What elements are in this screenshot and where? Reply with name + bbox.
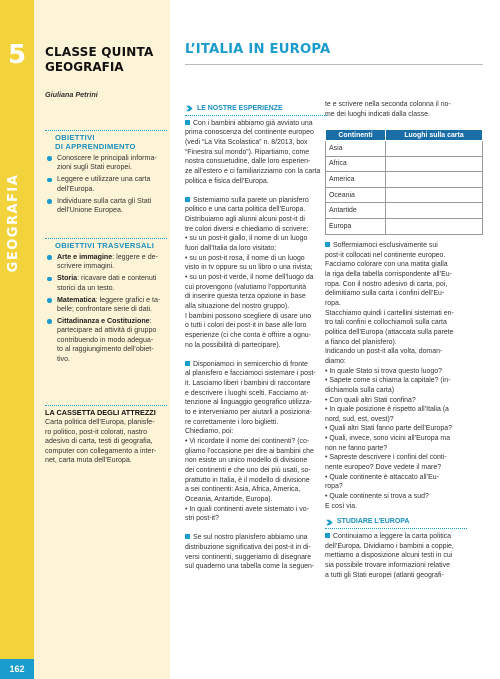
transversal-list: [45, 253, 169, 366]
text-line: no la possibilità di partecipare).: [185, 341, 281, 349]
section-header: STUDIARE L’EUROPA: [325, 517, 467, 529]
text-line: la riga della tabella corrispondente all’Eu-: [325, 270, 452, 278]
square-bullet-icon: [325, 533, 330, 538]
chapter-strip: [0, 0, 34, 679]
text-line: me dei luoghi indicati dalla classe.: [325, 110, 430, 118]
text-line: • Con quali altri Stati confina?: [325, 396, 416, 404]
table-header: Luoghi sulla carta: [386, 130, 483, 141]
text-line: te e scrivere nella seconda colonna il no-: [325, 101, 451, 108]
text-line: Soffermiamoci esclusivamente sui: [325, 241, 467, 251]
text-column-2: [325, 241, 467, 580]
chapter-number: 5: [7, 40, 27, 70]
arrow-right-icon: [325, 518, 334, 527]
text-line: e descrivere i luoghi scelti. Facciamo at-: [185, 389, 309, 397]
sidebar-heading: [45, 45, 167, 74]
class-line: CLASSE QUINTA: [45, 45, 154, 59]
empty-cell: [386, 172, 483, 188]
table-header: Continenti: [326, 130, 386, 141]
bullet-icon: [47, 277, 52, 282]
continent-cell: Africa: [326, 156, 386, 172]
text-line: • su un post-it giallo, il nome di un luogo: [185, 235, 308, 243]
list-item: Leggere e utilizzare una carta dell’Europa.: [45, 175, 169, 194]
text-line: • Quali, invece, sono vicini all’Europa ma: [325, 435, 451, 443]
text-line: Indicando un post-it alla volta, doman-: [325, 348, 443, 356]
square-bullet-icon: [185, 120, 190, 125]
empty-cell: [386, 203, 483, 219]
text-line: • In quale Stato si trova questo luogo?: [325, 367, 442, 375]
text-line: tenzione al linguaggio geografico utilizza-: [185, 399, 312, 407]
empty-cell: [386, 141, 483, 157]
text-line: prima conoscenza del continente europeo: [185, 129, 314, 137]
page-title: L’ITALIA IN EUROPA: [185, 42, 331, 57]
text-line: tro tali confini e collochiamoli sulla carta: [325, 319, 447, 327]
text-line: Continuiamo a leggere la carta politica: [325, 532, 467, 542]
text-line: fuori dall’Italia da loro visitato;: [185, 245, 277, 253]
title-divider: [185, 64, 483, 65]
table-row: [326, 218, 483, 234]
continent-cell: Europa: [326, 218, 386, 234]
paragraph: [185, 360, 327, 524]
text-line: nostra consuetudine, dalle loro esperien-: [185, 158, 311, 166]
page-number-box: [0, 659, 34, 679]
text-line: cui provengono (valutiamo l’opportunità: [185, 283, 307, 291]
text-line: nord, sud, est, ovest)?: [325, 415, 394, 423]
paragraph: [325, 241, 467, 511]
paragraph: [185, 119, 327, 187]
text-line: “Finestra sul mondo”). Ripartiamo, come: [185, 148, 310, 156]
continents-table: [325, 129, 483, 235]
text-line: ze all’estero e ci familiarizziamo con la carta: [185, 167, 321, 175]
table-row: [326, 203, 483, 219]
empty-cell: [386, 218, 483, 234]
text-line: mettiamo a disposizione alcuni testi in cui: [325, 552, 453, 560]
list-item: Conoscere le principali informa- zioni sugli Stati europei.: [45, 154, 169, 173]
text-line: ropa?: [325, 483, 343, 491]
text-line: Facciamo colorare con una matita gialla: [325, 261, 448, 269]
list-item: Cittadinanza e Costituzione: partecipare ad attività di gruppo contribuendo in modo adegua- to al raggiungimento dell’obiet- tivo.: [45, 317, 169, 364]
text-column-1: [185, 104, 327, 572]
objectives-title: OBIETTIVI DI APPRENDIMENTO: [45, 130, 167, 151]
text-line: • Sapreste descrivere i confini del conti-: [325, 454, 447, 462]
paragraph: [325, 100, 467, 119]
text-line: dei continenti e che uno dei più usati, so-: [185, 466, 311, 474]
text-line: tre colori diversi e chiediamo di scrivere:: [185, 225, 309, 233]
table-row: [326, 156, 483, 172]
square-bullet-icon: [325, 242, 330, 247]
list-item: Storia: ricavare dati e contenuti storici da un testo.: [45, 274, 169, 293]
text-line: ropa. Con il nostro adesivo di carta, poi,: [325, 280, 448, 288]
text-line: o tutti i colori dei post-it in base alle loro: [185, 322, 307, 330]
strip-subject-label: GEOGRAFIA: [6, 173, 21, 273]
text-line: dichiamola sulla carta): [325, 386, 395, 394]
text-line: gliamo l’occasione per dire ai bambini che: [185, 447, 314, 455]
text-line: it. Lasciamo liberi i bambini di raccontare: [185, 380, 311, 388]
text-line: (vedi “La Vita Scolastica” n. 8/2013, box: [185, 138, 308, 146]
text-line: • Quali altri Stati fanno parte dell’Europa?: [325, 425, 452, 433]
text-line: sia possibile trovare informazioni relative: [325, 562, 450, 569]
text-line: versi continenti, suggeriamo di disegnare: [185, 553, 312, 561]
text-line: I bambini possono scegliere di usare uno: [185, 312, 312, 320]
paragraph: [185, 533, 327, 572]
text-line: alla situazione del nostro gruppo).: [185, 302, 290, 310]
text-line: • Quale continente è attaccato all’Eu-: [325, 473, 439, 481]
text-line: Con i bambini abbiamo già avviato una: [185, 119, 327, 129]
square-bullet-icon: [185, 361, 190, 366]
list-item: Individuare sulla carta gli Stati dell’Unione Europea.: [45, 197, 169, 216]
author-name: Giuliana Petrini: [45, 90, 98, 99]
text-line: diamo:: [325, 357, 346, 365]
text-line: dell’Europa. Dividiamo i bambini a coppie,: [325, 542, 454, 550]
text-line: ropa.: [325, 299, 341, 307]
list-item: Arte e immagine: leggere e de- scrivere immagini.: [45, 253, 169, 272]
text-line: politico e una carta politica dell’Europa.: [185, 206, 306, 214]
text-line: nente europeo? Dove vedete il mare?: [325, 464, 442, 472]
text-line: Oceania, Antartide, Europa).: [185, 495, 273, 503]
text-line: di inserire questa terza opzione in base: [185, 293, 306, 301]
continent-cell: Oceania: [326, 187, 386, 203]
text-line: • Sapete come si chiama la capitale? (in-: [325, 377, 451, 385]
text-line: prattutto in Italia, è il modello di divisione: [185, 476, 310, 484]
table-row: [326, 172, 483, 188]
square-bullet-icon: [185, 197, 190, 202]
text-line: • su un post-it rosa, il nome di un luogo: [185, 254, 305, 262]
text-line: Se sul nostro planisfero abbiamo una: [185, 533, 327, 543]
paragraph: [185, 196, 327, 351]
arrow-right-icon: [185, 104, 194, 113]
text-line: • In quali continenti avete sistemato i vo-: [185, 505, 309, 513]
text-line: esperienze (ci che conta è offrire a ognu-: [185, 331, 311, 339]
text-line: al planisfero e facciamoci sistemare i post-: [185, 370, 316, 378]
text-line: politica dell’Europa (attaccata sulla parete: [325, 328, 454, 336]
bullet-icon: [47, 255, 52, 260]
text-line: • su un post-it verde, il nome dell’luogo da: [185, 274, 314, 281]
bullet-icon: [47, 298, 52, 303]
continent-cell: America: [326, 172, 386, 188]
text-line: non esiste un unico modello di divisione: [185, 457, 308, 465]
text-line: E così via.: [325, 502, 358, 510]
text-line: re correttamente i loro biglietti.: [185, 418, 279, 426]
text-line: Distribuiamo agli alunni alcuni post-it di: [185, 216, 305, 224]
text-line: non ne fanno parte?: [325, 444, 388, 452]
page-number: 162: [9, 664, 25, 674]
table-row: [326, 141, 483, 157]
objectives-list: [45, 154, 169, 218]
text-line: delimitiamo sulla carta i confini dell’Eu-: [325, 290, 445, 298]
text-line: sul quaderno una tabella come la seguen-: [185, 563, 315, 571]
text-line: to e interveniamo per aiutarli a posiziona-: [185, 409, 312, 417]
tools-box-title: LA CASSETTA DEGLI ATTREZZI: [45, 405, 167, 417]
text-line: • In quale posizione è rispetto all’Italia (a: [325, 406, 449, 414]
text-line: a tutti gli Stati europei (atlanti geografi-: [325, 571, 444, 579]
text-line: • Vi ricordate il nome dei continenti? (co-: [185, 438, 310, 445]
bullet-icon: [47, 178, 52, 183]
text-line: a fianco del planisfero).: [325, 338, 397, 346]
table-row: [326, 187, 483, 203]
text-line: visto in tv oppure su un libro o una rivista;: [185, 264, 313, 272]
text-line: politica e fisica dell’Europa.: [185, 177, 269, 185]
bullet-icon: [47, 199, 52, 204]
text-line: Chiediamo, poi:: [185, 428, 234, 436]
text-line: post-it collocati nel continente europeo.: [325, 251, 446, 259]
empty-cell: [386, 187, 483, 203]
text-line: stri post-it?: [185, 515, 219, 523]
text-line: a sei continenti: Asia, Africa, America,: [185, 486, 301, 494]
empty-cell: [386, 156, 483, 172]
section-header: LE NOSTRE ESPERIENZE: [185, 104, 327, 116]
bullet-icon: [47, 319, 52, 324]
subject-line: GEOGRAFIA: [45, 60, 124, 74]
continent-cell: Asia: [326, 141, 386, 157]
list-item: Matematica: leggere grafici e ta- belle; confrontare serie di dati.: [45, 296, 169, 315]
paragraph: [325, 532, 467, 580]
text-line: distribuzione significativa dei post-it in di-: [185, 544, 311, 552]
text-line: Disponiamoci in semicerchio di fronte: [185, 360, 327, 370]
transversal-title: OBIETTIVI TRASVERSALI: [45, 238, 167, 250]
text-line: Sistemiamo sulla parete un planisfero: [185, 196, 327, 206]
continent-cell: Antartide: [326, 203, 386, 219]
text-line: Stacchiamo quindi i cartellini sistemati en-: [325, 309, 454, 317]
bullet-icon: [47, 156, 52, 161]
text-line: • Quale continente si trova a sud?: [325, 493, 429, 501]
tools-box-text: Carta politica dell’Europa, planisfe- ro politico, post-it colorati, nastro adesivo di carta, testi di geografia, computer con collegamento a inter- net, carta muta dell’Europa.: [45, 418, 157, 465]
text-column-2-lead: [325, 100, 467, 119]
square-bullet-icon: [185, 534, 190, 539]
